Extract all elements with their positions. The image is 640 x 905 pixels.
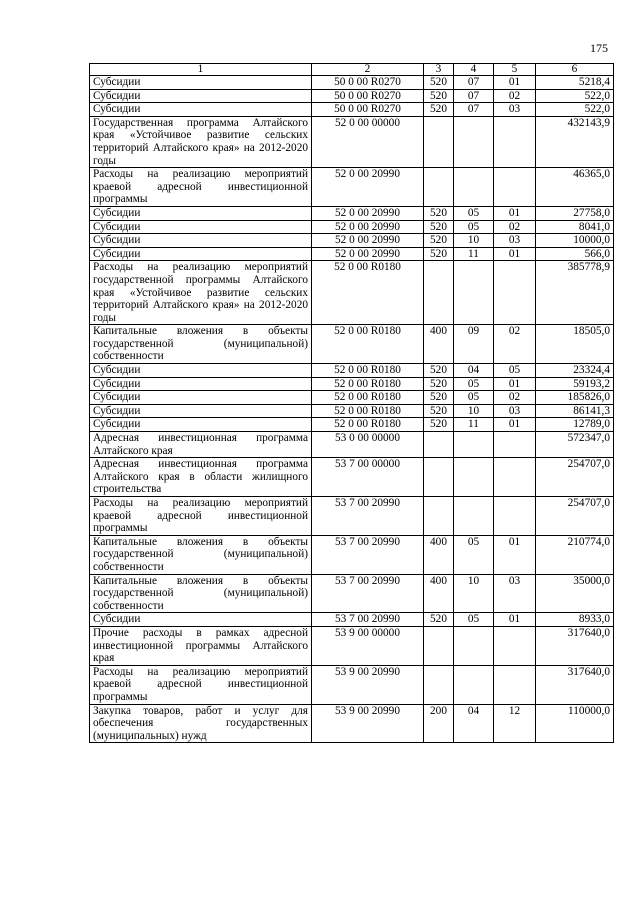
cell-expense-type (424, 497, 454, 536)
cell-subsection: 02 (494, 220, 536, 234)
cell-target-code: 53 0 00 00000 (312, 432, 424, 458)
table-row (90, 89, 614, 103)
cell-section: 10 (454, 404, 494, 418)
cell-name: Субсидии (90, 418, 312, 432)
cell-amount: 23324,4 (536, 364, 614, 378)
cell-section (454, 458, 494, 497)
cell-expense-type: 520 (424, 391, 454, 405)
table-row (90, 613, 614, 627)
cell-subsection: 01 (494, 377, 536, 391)
table-row (90, 535, 614, 574)
cell-expense-type: 520 (424, 364, 454, 378)
table-row (90, 168, 614, 207)
cell-expense-type (424, 116, 454, 167)
cell-section: 07 (454, 76, 494, 90)
cell-subsection: 01 (494, 535, 536, 574)
cell-name: Субсидии (90, 103, 312, 117)
table-row (90, 574, 614, 613)
cell-section (454, 497, 494, 536)
cell-name: Капитальные вложения в объекты государственной (муниципальной) собственности (90, 535, 312, 574)
cell-subsection: 02 (494, 89, 536, 103)
table-row (90, 704, 614, 743)
cell-subsection (494, 458, 536, 497)
cell-expense-type (424, 432, 454, 458)
cell-target-code: 52 0 00 R0180 (312, 261, 424, 325)
cell-section: 05 (454, 535, 494, 574)
cell-amount: 8933,0 (536, 613, 614, 627)
cell-target-code: 52 0 00 20990 (312, 220, 424, 234)
cell-name: Расходы на реализацию мероприятий краевой адресной инвестиционной программы (90, 497, 312, 536)
cell-expense-type: 520 (424, 613, 454, 627)
cell-subsection: 01 (494, 76, 536, 90)
cell-subsection (494, 261, 536, 325)
header-col-6: 6 (536, 64, 614, 76)
cell-amount: 432143,9 (536, 116, 614, 167)
cell-subsection: 03 (494, 234, 536, 248)
cell-subsection: 03 (494, 404, 536, 418)
cell-expense-type: 400 (424, 574, 454, 613)
cell-target-code: 53 7 00 00000 (312, 458, 424, 497)
cell-expense-type: 520 (424, 247, 454, 261)
cell-name: Капитальные вложения в объекты государственной (муниципальной) собственности (90, 325, 312, 364)
cell-target-code: 52 0 00 R0180 (312, 418, 424, 432)
cell-amount: 254707,0 (536, 458, 614, 497)
table-row (90, 665, 614, 704)
cell-amount: 572347,0 (536, 432, 614, 458)
table-row (90, 116, 614, 167)
cell-name: Государственная программа Алтайского края «Устойчивое развитие сельских территорий Алтайского края» на 2012-2020 годы (90, 116, 312, 167)
cell-subsection (494, 626, 536, 665)
cell-amount: 27758,0 (536, 206, 614, 220)
cell-section: 05 (454, 613, 494, 627)
cell-amount: 317640,0 (536, 626, 614, 665)
cell-target-code: 50 0 00 R0270 (312, 89, 424, 103)
cell-subsection: 03 (494, 574, 536, 613)
table-row (90, 76, 614, 90)
cell-target-code: 52 0 00 R0180 (312, 391, 424, 405)
header-col-4: 4 (454, 64, 494, 76)
table-row (90, 261, 614, 325)
cell-target-code: 52 0 00 20990 (312, 168, 424, 207)
cell-amount: 522,0 (536, 89, 614, 103)
cell-name: Субсидии (90, 247, 312, 261)
cell-name: Адресная инвестиционная программа Алтайского края (90, 432, 312, 458)
cell-expense-type: 520 (424, 220, 454, 234)
cell-subsection (494, 497, 536, 536)
cell-section: 07 (454, 103, 494, 117)
header-row (90, 64, 614, 76)
table-header (90, 64, 614, 76)
cell-expense-type: 520 (424, 404, 454, 418)
cell-target-code: 52 0 00 20990 (312, 234, 424, 248)
cell-subsection: 02 (494, 391, 536, 405)
cell-expense-type: 520 (424, 89, 454, 103)
cell-name: Субсидии (90, 89, 312, 103)
cell-expense-type: 520 (424, 76, 454, 90)
cell-subsection: 03 (494, 103, 536, 117)
table-row (90, 418, 614, 432)
cell-amount: 86141,3 (536, 404, 614, 418)
cell-amount: 317640,0 (536, 665, 614, 704)
cell-amount: 522,0 (536, 103, 614, 117)
cell-section: 11 (454, 247, 494, 261)
page-number: 175 (590, 41, 608, 55)
cell-target-code: 50 0 00 R0270 (312, 103, 424, 117)
cell-expense-type (424, 665, 454, 704)
table-row (90, 103, 614, 117)
cell-expense-type: 520 (424, 418, 454, 432)
cell-expense-type: 520 (424, 103, 454, 117)
cell-subsection (494, 432, 536, 458)
cell-section (454, 432, 494, 458)
cell-expense-type (424, 261, 454, 325)
cell-expense-type: 400 (424, 325, 454, 364)
cell-section: 11 (454, 418, 494, 432)
cell-subsection: 01 (494, 247, 536, 261)
table-row (90, 364, 614, 378)
table-body (90, 76, 614, 743)
cell-amount: 8041,0 (536, 220, 614, 234)
table-row (90, 391, 614, 405)
cell-section: 05 (454, 391, 494, 405)
cell-amount: 254707,0 (536, 497, 614, 536)
cell-amount: 10000,0 (536, 234, 614, 248)
cell-amount: 210774,0 (536, 535, 614, 574)
cell-name: Субсидии (90, 364, 312, 378)
cell-section: 09 (454, 325, 494, 364)
cell-target-code: 53 9 00 20990 (312, 704, 424, 743)
cell-section (454, 116, 494, 167)
table-row (90, 626, 614, 665)
cell-expense-type: 400 (424, 535, 454, 574)
cell-section (454, 626, 494, 665)
cell-subsection (494, 116, 536, 167)
cell-section: 05 (454, 206, 494, 220)
cell-name: Субсидии (90, 391, 312, 405)
cell-target-code: 50 0 00 R0270 (312, 76, 424, 90)
cell-name: Капитальные вложения в объекты государственной (муниципальной) собственности (90, 574, 312, 613)
cell-amount: 110000,0 (536, 704, 614, 743)
table-row (90, 325, 614, 364)
cell-section: 05 (454, 377, 494, 391)
cell-section (454, 665, 494, 704)
cell-name: Расходы на реализацию мероприятий государственной программы Алтайского края «Устойчивое развитие сельских территорий Алтайского края» на 2012-2020 годы (90, 261, 312, 325)
cell-subsection: 01 (494, 206, 536, 220)
table-row (90, 497, 614, 536)
cell-section: 10 (454, 234, 494, 248)
cell-target-code: 52 0 00 R0180 (312, 364, 424, 378)
cell-section: 04 (454, 704, 494, 743)
cell-target-code: 52 0 00 00000 (312, 116, 424, 167)
cell-target-code: 53 9 00 20990 (312, 665, 424, 704)
cell-name: Расходы на реализацию мероприятий краевой адресной инвестиционной программы (90, 168, 312, 207)
table-row (90, 377, 614, 391)
cell-target-code: 52 0 00 20990 (312, 247, 424, 261)
cell-expense-type (424, 626, 454, 665)
cell-subsection: 05 (494, 364, 536, 378)
table-row (90, 206, 614, 220)
cell-expense-type: 520 (424, 234, 454, 248)
cell-expense-type: 520 (424, 377, 454, 391)
cell-name: Субсидии (90, 76, 312, 90)
table-row (90, 432, 614, 458)
cell-section (454, 261, 494, 325)
cell-target-code: 53 7 00 20990 (312, 497, 424, 536)
cell-name: Субсидии (90, 404, 312, 418)
cell-subsection: 02 (494, 325, 536, 364)
cell-name: Субсидии (90, 613, 312, 627)
cell-name: Расходы на реализацию мероприятий краевой адресной инвестиционной программы (90, 665, 312, 704)
cell-name: Субсидии (90, 206, 312, 220)
cell-amount: 185826,0 (536, 391, 614, 405)
table-row (90, 234, 614, 248)
cell-target-code: 52 0 00 R0180 (312, 325, 424, 364)
cell-name: Закупка товаров, работ и услуг для обеспечения государственных (муниципальных) нужд (90, 704, 312, 743)
cell-target-code: 52 0 00 20990 (312, 206, 424, 220)
header-col-2: 2 (312, 64, 424, 76)
cell-subsection: 01 (494, 418, 536, 432)
cell-section: 10 (454, 574, 494, 613)
cell-amount: 35000,0 (536, 574, 614, 613)
cell-expense-type (424, 458, 454, 497)
table-row (90, 404, 614, 418)
cell-subsection (494, 168, 536, 207)
cell-name: Субсидии (90, 234, 312, 248)
cell-expense-type: 200 (424, 704, 454, 743)
cell-amount: 566,0 (536, 247, 614, 261)
cell-section: 07 (454, 89, 494, 103)
cell-target-code: 53 7 00 20990 (312, 535, 424, 574)
cell-section: 05 (454, 220, 494, 234)
table-row (90, 220, 614, 234)
budget-table (89, 63, 614, 743)
cell-target-code: 53 7 00 20990 (312, 613, 424, 627)
cell-section (454, 168, 494, 207)
header-col-1: 1 (90, 64, 312, 76)
header-col-3: 3 (424, 64, 454, 76)
cell-expense-type (424, 168, 454, 207)
table-row (90, 247, 614, 261)
cell-expense-type: 520 (424, 206, 454, 220)
header-col-5: 5 (494, 64, 536, 76)
cell-target-code: 52 0 00 R0180 (312, 404, 424, 418)
cell-target-code: 52 0 00 R0180 (312, 377, 424, 391)
cell-name: Субсидии (90, 220, 312, 234)
cell-subsection: 12 (494, 704, 536, 743)
cell-name: Адресная инвестиционная программа Алтайского края в области жилищного строительства (90, 458, 312, 497)
cell-target-code: 53 9 00 00000 (312, 626, 424, 665)
cell-name: Субсидии (90, 377, 312, 391)
cell-amount: 59193,2 (536, 377, 614, 391)
cell-target-code: 53 7 00 20990 (312, 574, 424, 613)
cell-subsection: 01 (494, 613, 536, 627)
cell-name: Прочие расходы в рамках адресной инвестиционной программы Алтайского края (90, 626, 312, 665)
cell-amount: 12789,0 (536, 418, 614, 432)
cell-subsection (494, 665, 536, 704)
table-row (90, 458, 614, 497)
cell-amount: 385778,9 (536, 261, 614, 325)
cell-amount: 18505,0 (536, 325, 614, 364)
cell-amount: 5218,4 (536, 76, 614, 90)
cell-section: 04 (454, 364, 494, 378)
cell-amount: 46365,0 (536, 168, 614, 207)
